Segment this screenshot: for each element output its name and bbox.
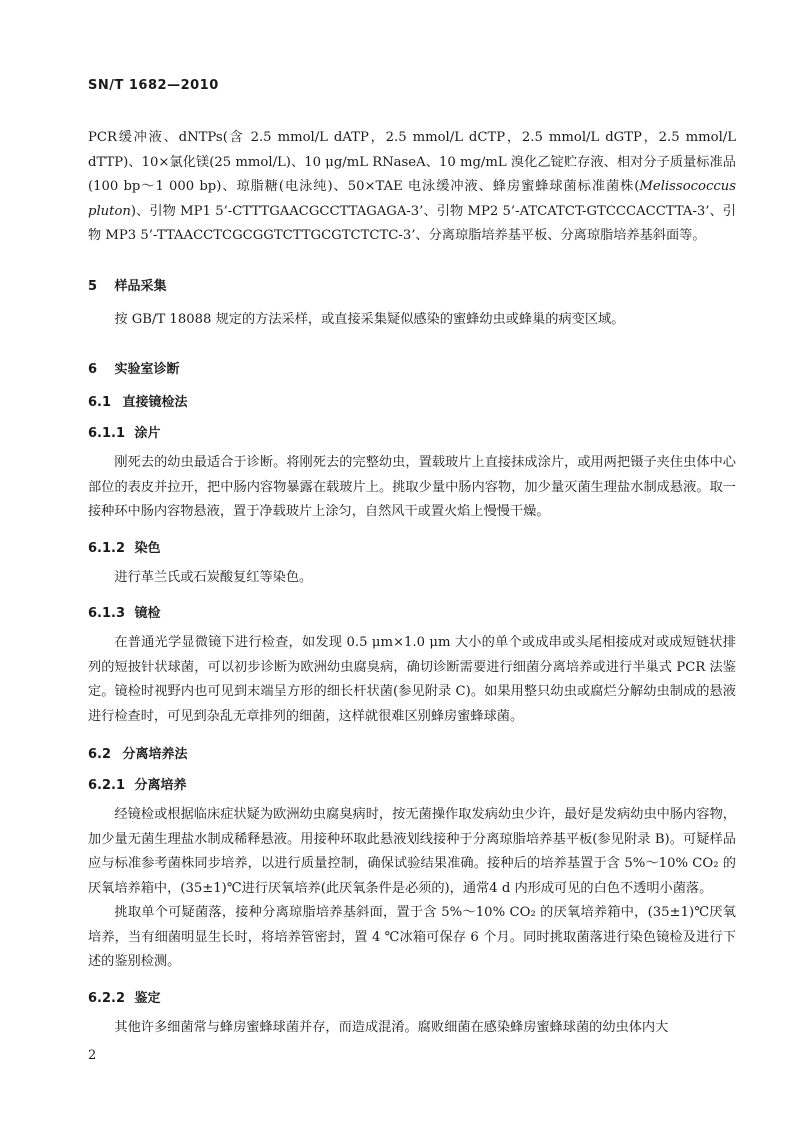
page-number: 2 [88, 1048, 97, 1063]
section-heading-6-2-1 [88, 774, 736, 793]
section-title: 样品采集 [114, 278, 167, 294]
section-heading-6-2-2 [88, 987, 736, 1006]
reagents-text: PCR缓冲液、dNTPs(含 2.5 mmol/L dATP，2.5 mmol/L dCTP，2.5 mmol/L dGTP，2.5 mmol/L dTTP)、10×氯化镁(25 mmol/L)、10 μg/mL RNaseA、10 mg/mL 溴化乙锭贮存液、相对分子质量标准品(100 bp～1 000 bp)、琼脂糖(电泳纯)、50×TAE 电泳缓冲液、蜂房蜜蜂球菌标准菌株( [88, 130, 736, 194]
section-title: 分离培养法 [122, 747, 188, 762]
section-title: 染色 [134, 540, 161, 556]
section-title: 镜检 [134, 606, 161, 621]
section-title: 涂片 [134, 426, 161, 441]
section-5-text: 按 GB/T 18088 规定的方法采样，或直接采集疑似感染的蜜蜂幼虫或蜂巢的病变区域。 [114, 311, 625, 327]
section-heading-6-1-1 [88, 422, 736, 441]
section-6-1-2-text: 进行革兰氏或石炭酸复红等染色。 [114, 569, 313, 585]
reagents-latin-name: Melissococcus pluton [88, 179, 736, 219]
section-6-2-1-text-2: 挑取单个可疑菌落，接种分离琼脂培养基斜面，置于含 5%～10% CO₂ 的厌氧培养箱中，(35±1)℃厌氧培养，当有细菌明显生长时，将培养管密封，置 4 ℃冰箱可保存 6 个月。同时挑取菌落进行染色镜检及进行下述的鉴别检测。 [88, 905, 736, 969]
section-number: 6.2.2 [88, 990, 126, 1006]
section-number: 6 [88, 362, 98, 377]
section-heading-6-2 [88, 743, 736, 762]
section-6-1-3-text: 在普通光学显微镜下进行检查，如发现 0.5 μm×1.0 μm 大小的单个或成串或头尾相接成对或成短链状排列的短披针状球菌，可以初步诊断为欧洲幼虫腐臭病，确切诊断需要进行细菌分离培养或进行半巢式 PCR 法鉴定。镜检时视野内也可见到末端呈方形的细长杆状菌(参见附录 C)。如果用整只幼虫或腐烂分解幼虫制成的悬液进行检查时，可见到杂乱无章排列的细菌，这样就很难区别蜂房蜜蜂球菌。 [88, 635, 736, 724]
section-number: 6.1.3 [88, 606, 126, 621]
section-heading-6 [88, 358, 736, 377]
section-heading-6-1 [88, 391, 736, 410]
reagents-paragraph [88, 126, 736, 249]
section-heading-5 [88, 275, 736, 294]
reagents-text-tail: )、引物 MP1 5’-CTTTGAACGCCTTAGAGA-3’、引物 MP2 5’-ATCATCT-GTCCCACCTTA-3’、引物 MP3 5’-TTAACCTCGCGGTCTTGCGTCTCTC-3’、分离琼脂培养基平板、分离琼脂培养基斜面等。 [88, 203, 736, 243]
section-6-2-2-text: 其他许多细菌常与蜂房蜜蜂球菌并存，而造成混淆。腐败细菌在感染蜂房蜜蜂球菌的幼虫体内大 [114, 1019, 669, 1035]
page-content [88, 126, 736, 1040]
section-number: 6.2.1 [88, 778, 126, 793]
section-6-2-1-text-1: 经镜检或根据临床症状疑为欧洲幼虫腐臭病时，按无菌操作取发病幼虫少许，最好是发病幼虫中肠内容物，加少量无菌生理盐水制成稀释悬液。用接种环取此悬液划线接种于分离琼脂培养基平板(参见附录 B)。可疑样品应与标准参考菌株同步培养，以进行质量控制，确保试验结果准确。接种后的培养基置于含 5%～10% CO₂ 的厌氧培养箱中，(35±1)℃进行厌氧培养(此厌氧条件是必须的)，通常4 d 内形成可见的白色不透明小菌落。 [88, 807, 736, 896]
section-title: 直接镜检法 [122, 395, 188, 410]
section-title: 分离培养 [134, 778, 187, 793]
section-number: 6.1.2 [88, 540, 126, 556]
standard-code-header: SN/T 1682—2010 [88, 78, 219, 93]
section-6-1-1-text: 刚死去的幼虫最适合于诊断。将刚死去的完整幼虫，置载玻片上直接抹成涂片，或用两把镊子夹住虫体中心部位的表皮并拉开，把中肠内容物暴露在载玻片上。挑取少量中肠内容物，加少量灭菌生理盐水制成悬液。取一接种环中肠内容物悬液，置于净载玻片上涂匀，自然风干或置火焰上慢慢干燥。 [88, 455, 736, 519]
section-number: 6.1.1 [88, 426, 126, 441]
section-number: 5 [88, 278, 98, 294]
section-heading-6-1-3 [88, 602, 736, 621]
section-title: 实验室诊断 [114, 362, 180, 377]
section-heading-6-1-2 [88, 537, 736, 556]
section-number: 6.2 [88, 747, 112, 762]
section-number: 6.1 [88, 395, 112, 410]
section-title: 鉴定 [134, 990, 161, 1006]
